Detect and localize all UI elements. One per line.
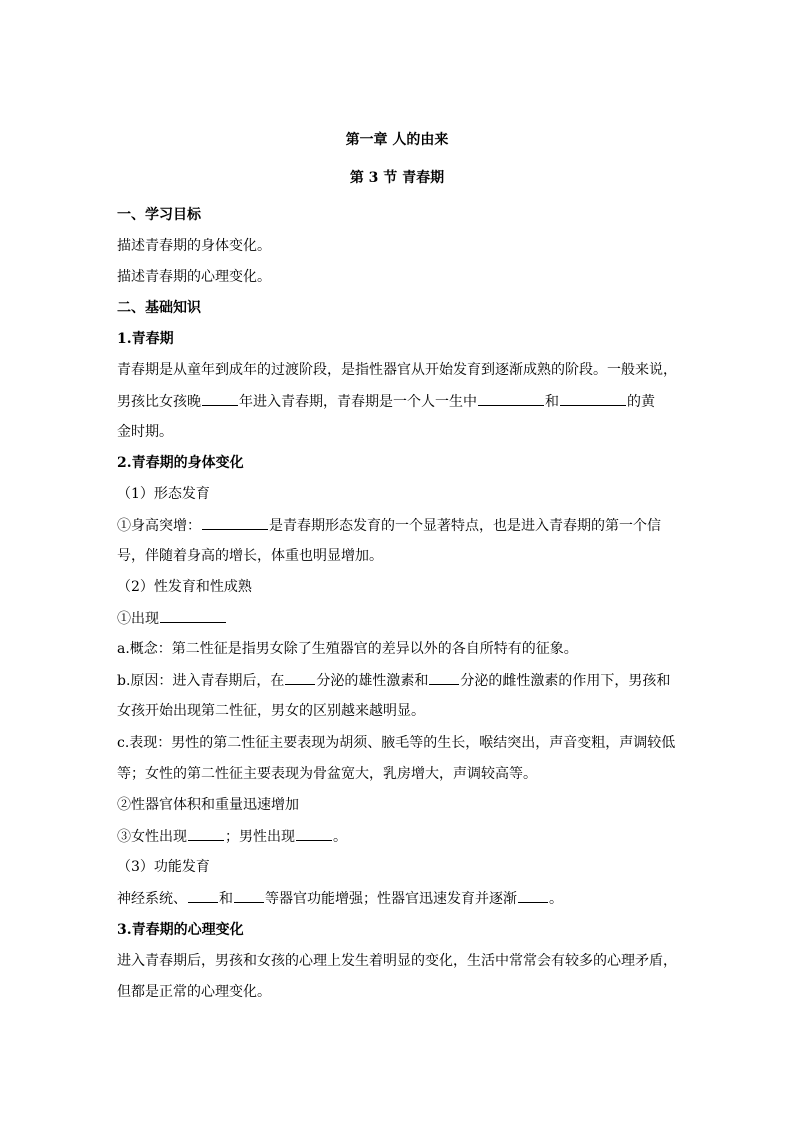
sub-morphology: （1）形态发育 bbox=[117, 486, 210, 502]
heading-basic-knowledge: 二、基础知识 bbox=[117, 300, 201, 316]
psych-line-2: 但都是正常的心理变化。 bbox=[117, 984, 271, 1000]
fill-blank bbox=[202, 391, 238, 406]
puberty-line-1: 青春期是从童年到成年的过渡阶段，是指性器官从开始发育到逐渐成熟的阶段。一般来说， bbox=[117, 362, 677, 378]
goal-1: 描述青春期的身体变化。 bbox=[117, 238, 271, 254]
height-surge-text: 是青春期形态发育的一个显著特点，也是进入青春期的第一个信 bbox=[269, 518, 661, 534]
reason-line-1 bbox=[117, 670, 670, 691]
puberty-line-2-part-d: 的黄 bbox=[627, 394, 655, 410]
performance-line-1: c.表现：男性的第二性征主要表现为胡须、腋毛等的生长，喉结突出，声音变粗，声调较低 bbox=[117, 735, 676, 751]
fill-blank bbox=[478, 391, 544, 406]
fill-blank bbox=[429, 670, 459, 685]
fill-blank bbox=[296, 826, 332, 841]
fill-blank bbox=[234, 888, 264, 903]
organ-growth-line: ②性器官体积和重量迅速增加 bbox=[117, 797, 299, 813]
puberty-line-2-part-c: 和 bbox=[545, 394, 559, 410]
height-surge-line-2: 号，伴随着身高的增长，体重也明显增加。 bbox=[117, 548, 383, 564]
reason-part-b: 分泌的雄性激素和 bbox=[316, 673, 429, 689]
fill-blank bbox=[285, 670, 315, 685]
chapter-title: 第一章 人的由来 bbox=[345, 132, 449, 148]
goal-2: 描述青春期的心理变化。 bbox=[117, 269, 271, 285]
reason-part-c: 分泌的雌性激素的作用下，男孩和 bbox=[460, 673, 671, 689]
male-label: ；男性出现 bbox=[225, 829, 295, 845]
period-mark: 。 bbox=[333, 829, 347, 845]
section-title: 第 3 节 青春期 bbox=[349, 170, 445, 186]
fill-blank bbox=[160, 608, 226, 623]
puberty-line-2 bbox=[117, 391, 655, 412]
fill-blank bbox=[560, 391, 626, 406]
heading-puberty: 1.青春期 bbox=[117, 331, 174, 347]
performance-line-2: 等；女性的第二性征主要表现为骨盆宽大，乳房增大，声调较高等。 bbox=[117, 766, 537, 782]
sub-sexual-development: （2）性发育和性成熟 bbox=[117, 579, 252, 595]
height-surge-label: ①身高突增： bbox=[117, 518, 201, 534]
function-part-a: 神经系统、 bbox=[117, 891, 187, 907]
function-part-c: 等器官功能增强；性器官迅速发育并逐渐 bbox=[265, 891, 517, 907]
menstruation-line bbox=[117, 826, 347, 847]
heading-learning-goals: 一、学习目标 bbox=[117, 207, 201, 223]
sub-function: （3）功能发育 bbox=[117, 859, 210, 875]
fill-blank bbox=[202, 515, 268, 530]
function-line bbox=[117, 888, 563, 909]
puberty-line-2-part-b: 年进入青春期，青春期是一个人一生中 bbox=[239, 394, 477, 410]
female-label: ③女性出现 bbox=[117, 829, 187, 845]
heading-body-changes: 2.青春期的身体变化 bbox=[117, 455, 244, 471]
concept-line: a.概念：第二性征是指男女除了生殖器官的差异以外的各自所特有的征象。 bbox=[117, 641, 578, 657]
appear-line bbox=[117, 608, 227, 629]
function-part-b: 和 bbox=[219, 891, 233, 907]
fill-blank bbox=[518, 888, 548, 903]
reason-part-a: b.原因：进入青春期后，在 bbox=[117, 673, 285, 689]
function-part-d: 。 bbox=[549, 891, 563, 907]
fill-blank bbox=[188, 826, 224, 841]
puberty-line-2-part-a: 男孩比女孩晚 bbox=[117, 394, 201, 410]
puberty-line-3: 金时期。 bbox=[117, 424, 173, 440]
reason-line-2: 女孩开始出现第二性征，男女的区别越来越明显。 bbox=[117, 703, 425, 719]
psych-line-1: 进入青春期后，男孩和女孩的心理上发生着明显的变化，生活中常常会有较多的心理矛盾， bbox=[117, 953, 677, 969]
height-surge-line-1 bbox=[117, 515, 661, 536]
heading-psych-changes: 3.青春期的心理变化 bbox=[117, 922, 244, 938]
appear-label: ①出现 bbox=[117, 611, 159, 627]
fill-blank bbox=[188, 888, 218, 903]
